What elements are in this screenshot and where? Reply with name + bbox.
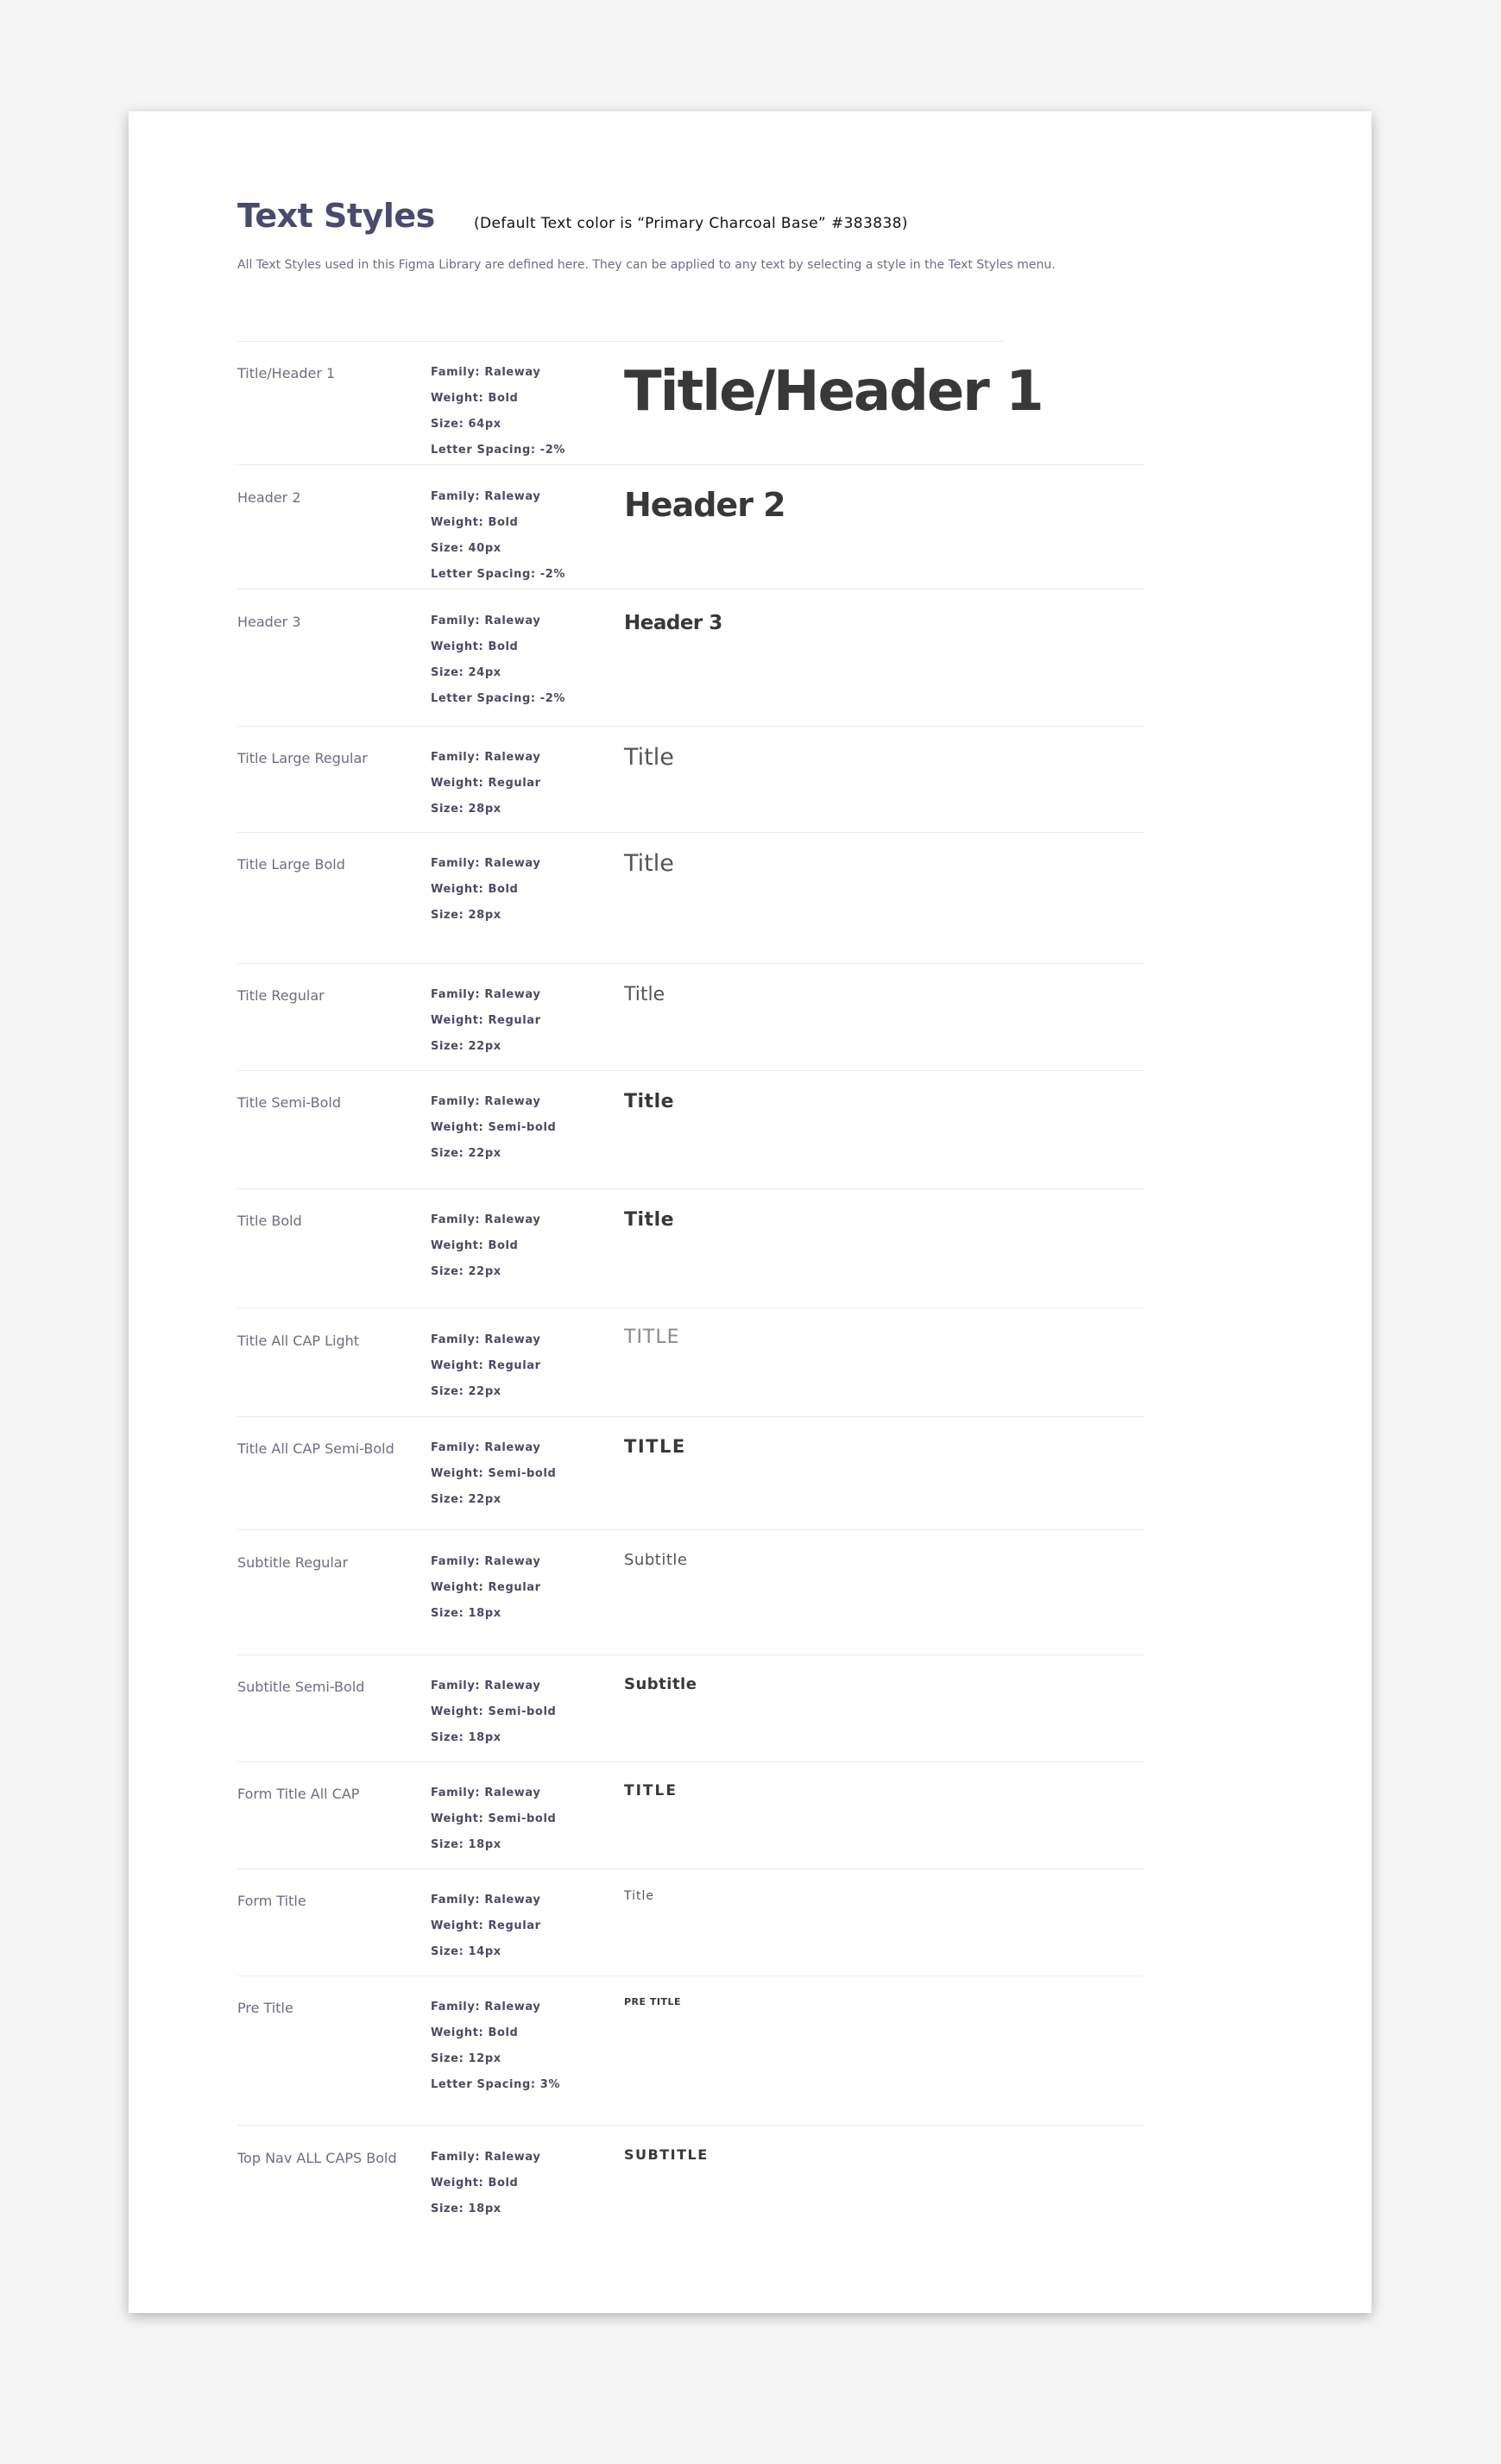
style-name: Title Regular	[237, 987, 325, 1004]
style-specs	[431, 490, 565, 594]
style-spec: Family: Raleway	[431, 490, 541, 503]
style-spec: Weight: Semi-bold	[431, 1121, 557, 1134]
style-spec: Family: Raleway	[431, 1333, 541, 1346]
style-spec: Size: 22px	[431, 1265, 501, 1278]
divider	[237, 341, 1004, 342]
style-name: Header 3	[237, 614, 301, 630]
style-sample: Title	[624, 1091, 675, 1112]
style-spec: Weight: Bold	[431, 883, 519, 896]
style-sample: Title	[624, 984, 665, 1005]
divider	[237, 1416, 1144, 1417]
style-spec: Family: Raleway	[431, 1894, 541, 1906]
divider	[237, 726, 1144, 727]
style-specs	[431, 2001, 560, 2104]
style-spec: Weight: Bold	[431, 1239, 519, 1252]
style-name: Title/Header 1	[237, 365, 336, 381]
text-styles-card	[129, 111, 1372, 2313]
style-spec: Weight: Bold	[431, 640, 519, 653]
style-spec: Size: 14px	[431, 1945, 501, 1958]
style-name: Subtitle Semi-Bold	[237, 1679, 365, 1695]
divider	[237, 2125, 1144, 2126]
style-spec: Weight: Regular	[431, 1919, 541, 1932]
style-sample: Title	[624, 744, 674, 771]
style-spec: Weight: Bold	[431, 516, 519, 529]
style-name: Title Large Bold	[237, 856, 345, 873]
style-spec: Size: 40px	[431, 542, 501, 555]
default-color-note: (Default Text color is “Primary Charcoal Base” #383838)	[474, 215, 908, 232]
style-spec: Size: 22px	[431, 1147, 501, 1160]
style-name: Form Title All CAP	[237, 1786, 360, 1802]
style-spec: Weight: Bold	[431, 2177, 519, 2190]
style-spec: Size: 18px	[431, 2202, 501, 2215]
style-spec: Size: 64px	[431, 418, 501, 431]
style-spec: Family: Raleway	[431, 1679, 541, 1692]
style-name: Title Large Regular	[237, 750, 368, 766]
style-name: Top Nav ALL CAPS Bold	[237, 2150, 397, 2166]
style-sample: TITLE	[624, 1436, 686, 1457]
style-specs	[431, 1333, 541, 1411]
style-sample: TITLE	[624, 1782, 678, 1799]
style-spec: Family: Raleway	[431, 857, 541, 870]
divider	[237, 1188, 1144, 1189]
style-specs	[431, 1441, 556, 1519]
style-specs	[431, 988, 541, 1066]
style-spec: Size: 18px	[431, 1731, 501, 1744]
style-spec: Size: 12px	[431, 2052, 501, 2065]
style-spec: Weight: Regular	[431, 1359, 541, 1372]
style-spec: Family: Raleway	[431, 614, 541, 627]
style-sample: Subtitle	[624, 1551, 688, 1569]
style-name: Pre Title	[237, 2000, 293, 2016]
style-name: Subtitle Regular	[237, 1554, 349, 1571]
style-spec: Size: 18px	[431, 1607, 501, 1620]
style-sample: Subtitle	[624, 1675, 697, 1693]
style-sample: Title	[624, 850, 674, 877]
style-spec: Weight: Regular	[431, 1581, 541, 1594]
style-spec: Weight: Bold	[431, 392, 519, 405]
style-specs	[431, 1894, 541, 1971]
style-spec: Family: Raleway	[431, 1213, 541, 1226]
style-spec: Letter Spacing: 3%	[431, 2078, 561, 2091]
style-specs	[431, 366, 565, 469]
page-title: Text Styles	[237, 197, 435, 235]
style-sample: Title/Header 1	[624, 360, 1043, 424]
divider	[237, 1868, 1144, 1869]
style-spec: Size: 28px	[431, 803, 501, 816]
page-description: All Text Styles used in this Figma Library are defined here. They can be applied to any text by selecting a style in the Text Styles menu.	[237, 258, 1056, 272]
style-name: Title Semi-Bold	[237, 1094, 341, 1111]
style-spec: Size: 22px	[431, 1040, 501, 1053]
style-spec: Size: 28px	[431, 909, 501, 922]
style-sample: SUBTITLE	[624, 2146, 709, 2163]
style-sample: PRE TITLE	[624, 1996, 681, 2007]
style-spec: Family: Raleway	[431, 988, 541, 1001]
style-specs	[431, 1787, 556, 1864]
style-specs	[431, 2151, 540, 2228]
style-spec: Weight: Semi-bold	[431, 1467, 557, 1480]
style-spec: Size: 22px	[431, 1385, 501, 1398]
style-spec: Letter Spacing: -2%	[431, 444, 566, 457]
divider	[237, 1654, 1144, 1655]
style-spec: Weight: Bold	[431, 2026, 519, 2039]
divider	[237, 1761, 1144, 1762]
style-spec: Weight: Semi-bold	[431, 1705, 557, 1718]
style-spec: Family: Raleway	[431, 366, 541, 379]
style-name: Form Title	[237, 1893, 306, 1909]
style-name: Title All CAP Semi-Bold	[237, 1440, 394, 1457]
style-spec: Letter Spacing: -2%	[431, 568, 566, 581]
divider	[237, 464, 1144, 465]
style-spec: Family: Raleway	[431, 2151, 541, 2164]
style-specs	[431, 1213, 540, 1291]
style-sample: Title	[624, 1889, 655, 1903]
style-sample: Title	[624, 1209, 675, 1231]
divider	[237, 1070, 1144, 1071]
style-specs	[431, 857, 540, 935]
style-spec: Family: Raleway	[431, 1095, 541, 1108]
style-specs	[431, 1555, 541, 1633]
style-spec: Size: 24px	[431, 666, 501, 679]
divider	[237, 832, 1144, 833]
style-spec: Weight: Regular	[431, 1014, 541, 1027]
style-spec: Weight: Regular	[431, 777, 541, 790]
style-spec: Family: Raleway	[431, 1787, 541, 1799]
style-spec: Size: 18px	[431, 1838, 501, 1851]
style-sample: TITLE	[624, 1327, 680, 1348]
style-spec: Family: Raleway	[431, 2001, 541, 2013]
style-sample: Header 3	[624, 612, 722, 634]
divider	[237, 1529, 1144, 1530]
style-name: Header 2	[237, 489, 301, 506]
style-spec: Weight: Semi-bold	[431, 1812, 557, 1825]
style-specs	[431, 1679, 556, 1757]
style-specs	[431, 751, 541, 829]
style-name: Title Bold	[237, 1213, 302, 1229]
style-spec: Family: Raleway	[431, 1555, 541, 1568]
style-specs	[431, 1095, 556, 1173]
style-sample: Header 2	[624, 486, 785, 524]
style-spec: Family: Raleway	[431, 751, 541, 764]
style-spec: Size: 22px	[431, 1493, 501, 1506]
style-spec: Letter Spacing: -2%	[431, 692, 566, 705]
style-spec: Family: Raleway	[431, 1441, 541, 1454]
style-specs	[431, 614, 565, 718]
style-name: Title All CAP Light	[237, 1333, 360, 1349]
divider	[237, 963, 1144, 964]
